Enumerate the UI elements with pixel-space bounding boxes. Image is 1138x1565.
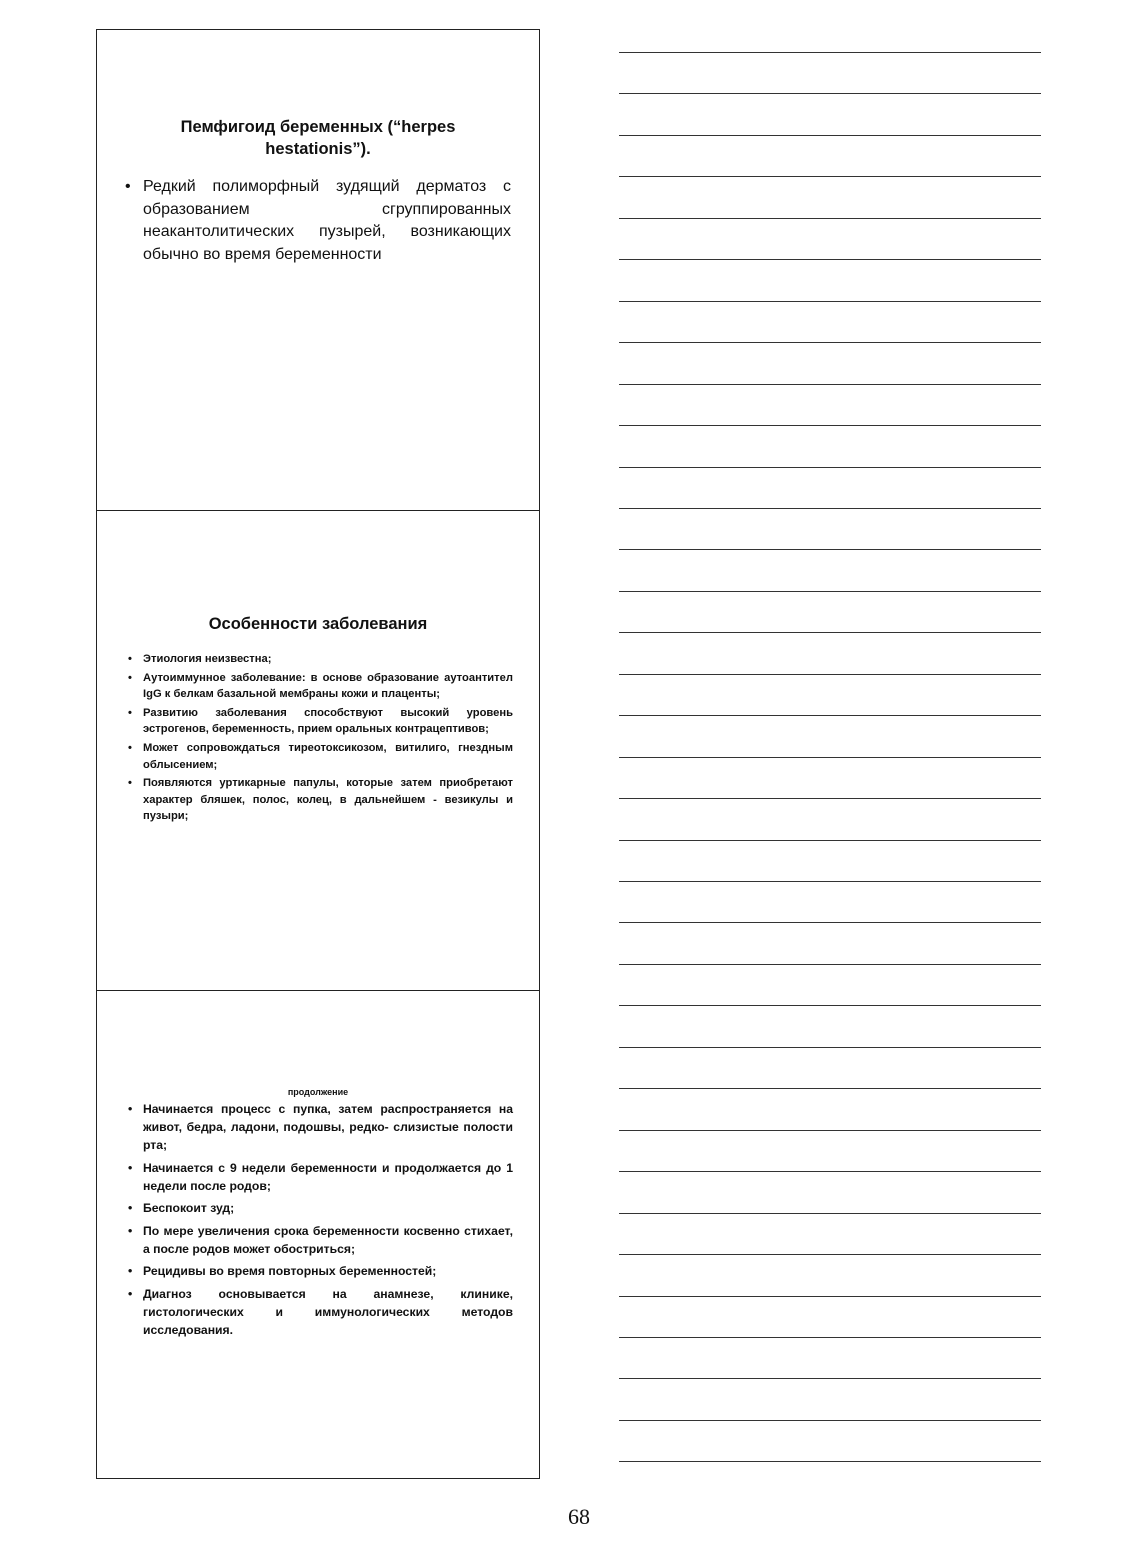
list-item: • Рецидивы во время повторных беременностей;	[125, 1262, 513, 1280]
note-line	[619, 259, 1041, 260]
note-line	[619, 52, 1041, 53]
note-line	[619, 964, 1041, 965]
list-item: • Аутоиммунное заболевание: в основе образование аутоантител IgG к белкам базальной мембраны кожи и плаценты;	[125, 670, 513, 703]
continuation-label: продолжение	[287, 1087, 349, 1097]
note-line	[619, 549, 1041, 550]
note-line	[619, 798, 1041, 799]
slide-1-list	[125, 176, 511, 266]
slide-3-list	[125, 1100, 513, 1344]
note-line	[619, 922, 1041, 923]
note-line	[619, 1047, 1041, 1048]
note-line	[619, 93, 1041, 94]
note-line	[619, 301, 1041, 302]
slide-1-title: Пемфигоид беременных (“herpes hestationis”).	[180, 118, 456, 158]
slide-2-title: Особенности заболевания	[208, 615, 428, 633]
page-number: 68	[568, 1504, 590, 1529]
list-item: • Появляются уртикарные папулы, которые затем приобретают характер бляшек, полос, колец, в дальнейшем - везикулы и пузыри;	[125, 775, 513, 824]
list-item: • Начинается с 9 недели беременности и продолжается до 1 недели после родов;	[125, 1159, 513, 1195]
note-line	[619, 674, 1041, 675]
slides-column	[96, 29, 540, 1479]
note-line	[619, 1130, 1041, 1131]
note-line	[619, 840, 1041, 841]
list-item: • Этиология неизвестна;	[125, 651, 513, 667]
note-line	[619, 1171, 1041, 1172]
slide-3	[97, 990, 539, 1479]
note-line	[619, 176, 1041, 177]
note-line	[619, 1005, 1041, 1006]
note-line	[619, 218, 1041, 219]
note-line	[619, 715, 1041, 716]
note-line	[619, 1088, 1041, 1089]
list-item: • По мере увеличения срока беременности косвенно стихает, а после родов может обостриться;	[125, 1222, 513, 1258]
list-item: • Беспокоит зуд;	[125, 1199, 513, 1217]
note-line	[619, 757, 1041, 758]
note-line	[619, 1337, 1041, 1338]
list-item: • Диагноз основывается на анамнезе, клинике, гистологических и иммунологических методов исследования.	[125, 1285, 513, 1340]
list-item: • Развитию заболевания способствуют высокий уровень эстрогенов, беременность, прием оральных контрацептивов;	[125, 705, 513, 738]
note-line	[619, 881, 1041, 882]
slide-2-list	[125, 651, 513, 827]
note-line	[619, 1378, 1041, 1379]
note-line	[619, 1213, 1041, 1214]
slide-1	[97, 30, 539, 511]
note-line	[619, 467, 1041, 468]
list-item: • Начинается процесс с пупка, затем распространяется на живот, бедра, ладони, подошвы, редко- слизистые полости рта;	[125, 1100, 513, 1155]
note-line	[619, 591, 1041, 592]
note-line	[619, 632, 1041, 633]
list-item: • Редкий полиморфный зудящий дерматоз с образованием сгруппированных неакантолитических пузырей, возникающих обычно во время беременности	[125, 176, 511, 266]
note-line	[619, 384, 1041, 385]
note-line	[619, 1296, 1041, 1297]
note-line	[619, 342, 1041, 343]
note-line	[619, 508, 1041, 509]
note-line	[619, 1254, 1041, 1255]
note-line	[619, 425, 1041, 426]
slide-2	[97, 510, 539, 991]
note-line	[619, 1420, 1041, 1421]
list-item: • Может сопровождаться тиреотоксикозом, витилиго, гнездным облысением;	[125, 740, 513, 773]
note-line	[619, 135, 1041, 136]
notes-lines	[619, 52, 1041, 1472]
note-line	[619, 1461, 1041, 1462]
